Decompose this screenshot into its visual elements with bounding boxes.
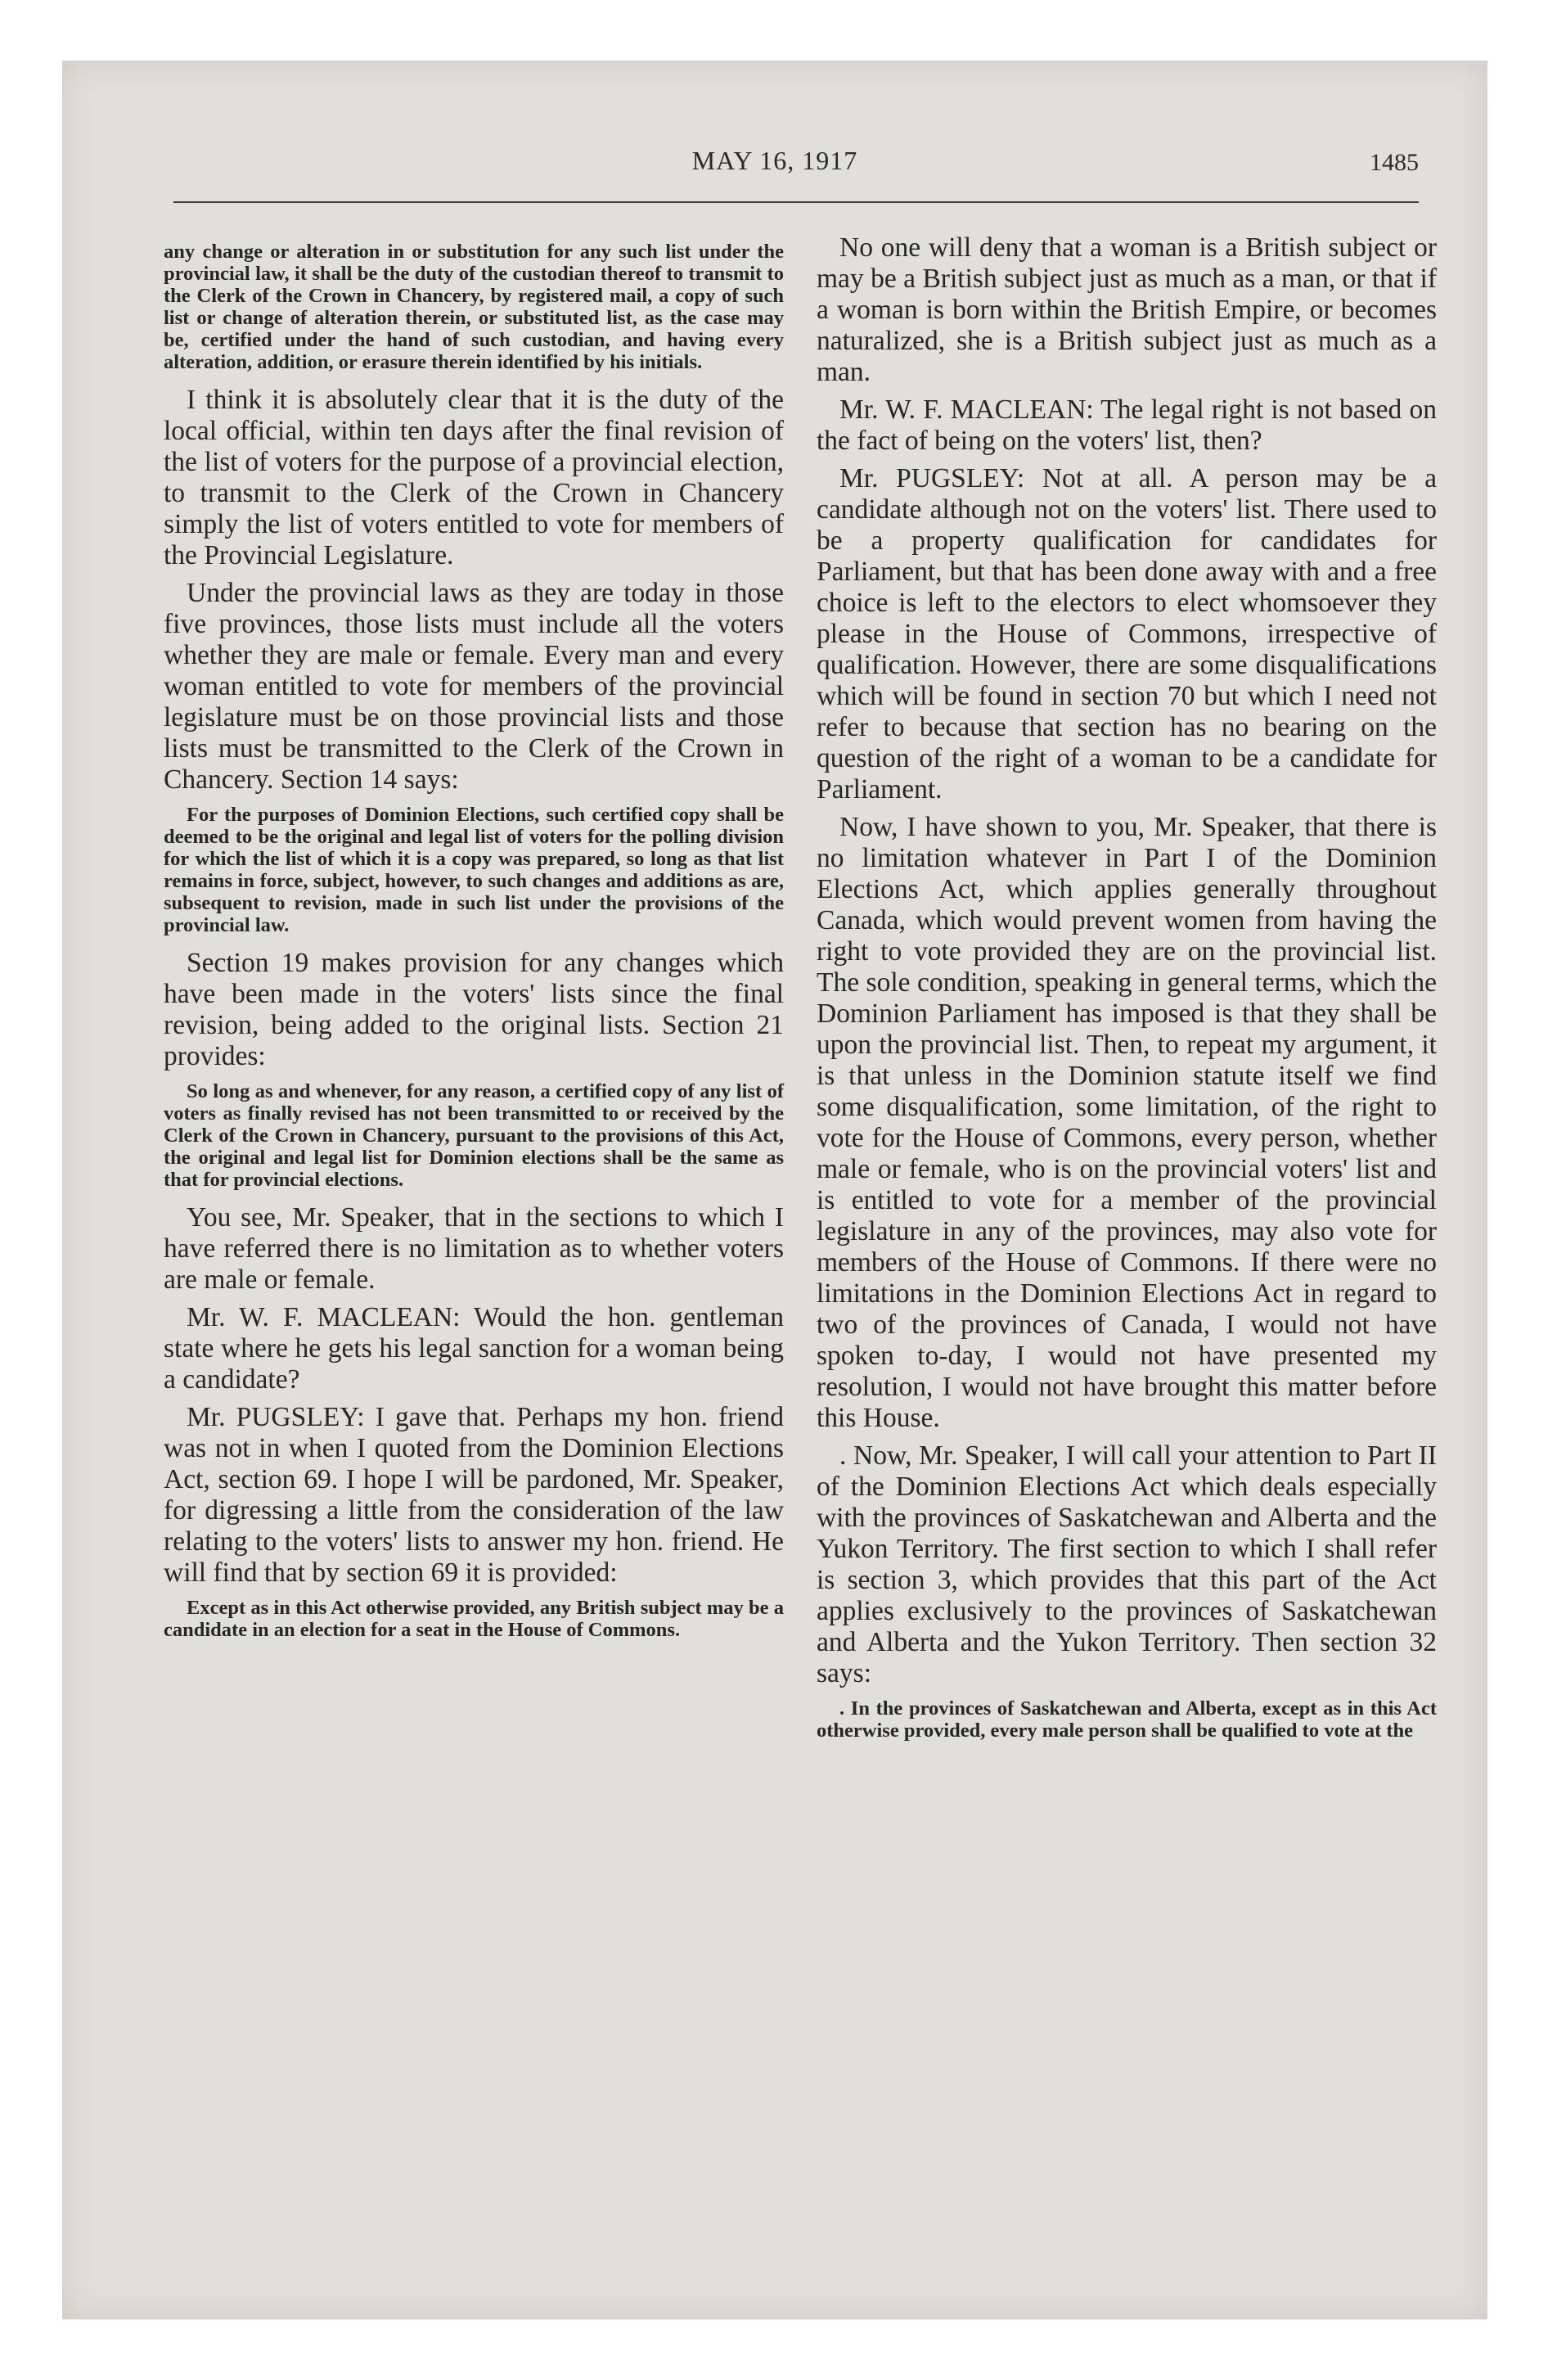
left-column <box>164 232 784 1652</box>
paragraph: You see, Mr. Speaker, that in the sections to which I have referred there is no limitation as to whether voters are male or female. <box>164 1202 784 1295</box>
quote-block: Except as in this Act otherwise provided, any British subject may be a candidate in an election for a seat in the House of Commons. <box>164 1597 784 1641</box>
quote-block: For the purposes of Dominion Elections, such certified copy shall be deemed to be the original and legal list of voters for the polling division for which the list of which it is a copy was prepared, so long as that list remains in force, subject, however, to such changes and additions as are, subsequent to revision, made in such list under the provisions of the provincial law. <box>164 804 784 936</box>
paragraph: Mr. W. F. MACLEAN: The legal right is not based on the fact of being on the voters' list, then? <box>817 394 1437 456</box>
paragraph: Section 19 makes provision for any changes which have been made in the voters' lists since the final revision, being added to the original lists. Section 21 provides: <box>164 948 784 1071</box>
scanned-page <box>62 61 1487 2319</box>
paragraph: Mr. PUGSLEY: Not at all. A person may be a candidate although not on the voters' list. There used to be a property qualification for candidates for Parliament, but that has been done away with and a free choice is left to the electors to elect whomsoever they please in the House of Commons, irrespective of qualification. However, there are some disqualifications which will be found in section 70 but which I need not refer to because that section has no bearing on the question of the right of a woman to be a candidate for Parliament. <box>817 463 1437 805</box>
quote-block: So long as and whenever, for any reason, a certified copy of any list of voters as finally revised has not been transmitted to or received by the Clerk of the Crown in Chancery, pursuant to the provisions of this Act, the original and legal list for Dominion elections shall be the same as that for provincial elections. <box>164 1080 784 1191</box>
paragraph: Under the provincial laws as they are today in those five provinces, those lists must include all the voters whether they are male or female. Every man and every woman entitled to vote for members of the provincial legislature must be on those provincial lists and those lists must be transmitted to the Clerk of the Crown in Chancery. Section 14 says: <box>164 578 784 795</box>
quote-block: any change or alteration in or substitution for any such list under the provincial law, it shall be the duty of the custodian thereof to transmit to the Clerk of the Crown in Chancery, by registered mail, a copy of such list or change of alteration therein, or substituted list, as the case may be, certified under the hand of such custodian, and having every alteration, addition, or erasure therein identified by his initials. <box>164 241 784 373</box>
page-header <box>62 146 1487 195</box>
paragraph: Mr. PUGSLEY: I gave that. Perhaps my hon. friend was not in when I quoted from the Dominion Elections Act, section 69. I hope I will be pardoned, Mr. Speaker, for digressing a little from the consideration of the law relating to the voters' lists to answer my hon. friend. He will find that by section 69 it is provided: <box>164 1402 784 1588</box>
paragraph: No one will deny that a woman is a British subject or may be a British subject just as much as a man, or that if a woman is born within the British Empire, or becomes naturalized, she is a British subject just as much as a man. <box>817 232 1437 387</box>
paragraph: I think it is absolutely clear that it is the duty of the local official, within ten days after the final revision of the list of voters for the purpose of a provincial election, to transmit to the Clerk of the Crown in Chancery simply the list of voters entitled to vote for members of the Provincial Legislature. <box>164 385 784 570</box>
header-rule <box>173 201 1419 203</box>
paragraph: Now, I have shown to you, Mr. Speaker, that there is no limitation whatever in Part I of the Dominion Elections Act, which applies generally throughout Canada, which would prevent women from having the right to vote provided they are on the provincial list. The sole condition, speaking in general terms, which the Dominion Parliament has imposed is that they shall be upon the provincial list. Then, to repeat my argument, it is that unless in the Dominion statute itself we find some disqualification, some limitation, of the right to vote for the House of Commons, every person, whether male or female, who is on the provincial voters' list and is entitled to vote for a member of the provincial legislature in any of the provinces, may also vote for members of the House of Commons. If there were no limitations in the Dominion Elections Act in regard to two of the provinces of Canada, I would not have spoken to-day, I would not have presented my resolution, I would not have brought this matter before this House. <box>817 812 1437 1433</box>
paragraph: . Now, Mr. Speaker, I will call your attention to Part II of the Dominion Elections Act which deals especially with the provinces of Saskatchewan and Alberta and the Yukon Territory. The first section to which I shall refer is section 3, which provides that this part of the Act applies exclusively to the provinces of Saskatchewan and Alberta and the Yukon Territory. Then section 32 says: <box>817 1440 1437 1688</box>
quote-block: . In the provinces of Saskatchewan and Alberta, except as in this Act otherwise provided, every male person shall be qualified to vote at the <box>817 1697 1437 1742</box>
right-column <box>817 232 1437 1753</box>
page-number: 1485 <box>1370 149 1419 176</box>
header-date: MAY 16, 1917 <box>691 146 858 175</box>
paragraph: Mr. W. F. MACLEAN: Would the hon. gentleman state where he gets his legal sanction for a woman being a candidate? <box>164 1302 784 1395</box>
